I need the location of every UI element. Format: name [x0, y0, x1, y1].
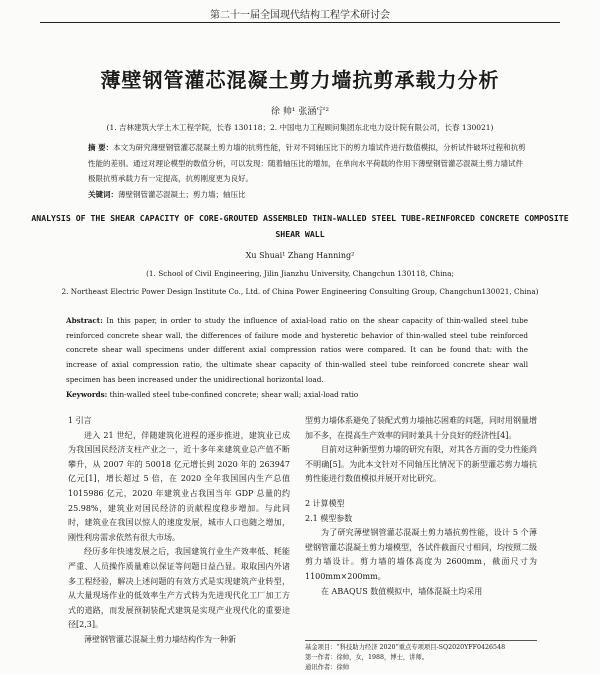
subsection-heading-2-1: 2.1 模型参数: [305, 513, 353, 523]
authors-cn: 徐 帅¹ 张涵宁²: [271, 107, 329, 117]
paragraph: 型剪力墙体系避免了装配式剪力墙抽芯困难的问题，同时用钢量增加不多，在提高生产效率的同时兼具十分良好的经济性[4]。: [305, 416, 537, 440]
abstract-cn-text: 本文为研究薄壁钢管灌芯混凝土剪力墙的抗剪性能，针对不同轴压比下的剪力墙试件进行数值模拟，分析试件破坏过程和抗剪性能的差别。通过对理论模型的数值分析，可以发现：随着轴压比的增加，在单向水平荷载的作用下薄壁钢管灌芯混凝土剪力墙试件极限抗剪承载力有一定提高，抗剪刚度更为良好。: [88, 143, 526, 183]
body-right-column: [305, 414, 537, 599]
affiliations-cn: (1. 吉林建筑大学土木工程学院，长春 130118；2. 中国电力工程顾问集团东北电力设计院有限公司，长春 130021): [106, 123, 494, 132]
footnote-fund: 基金项目：“科技助力经济 2020”重点专项项目-SQ2020YFF0426548: [305, 644, 506, 651]
abstract-en: [66, 314, 528, 402]
keywords-cn: 薄壁钢管灌芯混凝土；剪力墙；轴压比: [118, 189, 246, 199]
paper-title-cn: 薄壁钢管灌芯混凝土剪力墙抗剪承载力分析: [100, 68, 500, 92]
abstract-en-label: Abstract:: [66, 316, 103, 325]
paragraph: 经历多年快速发展之后，我国建筑行业生产效率低、耗能严重、人员操作质量难以保证等问题日益凸显。取取国内外诸多工程经验，解决上述问题的有效方式是实现建筑产业转型，从大量现场作业的低效率生产方式转为先进现代化工厂加工方式的道路，而发展预制装配式建筑是实现产业现代化的重要途径[2,3]。: [68, 547, 290, 630]
section-heading-2: 2 计算模型: [305, 498, 345, 508]
conference-header: 第二十一届全国现代结构工程学术研讨会: [210, 10, 390, 21]
authors-en: Xu Shuai¹ Zhang Hanning²: [245, 251, 355, 260]
body-left-column: [68, 414, 290, 648]
abstract-en-text: In this paper, in order to study the influence of axial-load ratio on the shear capacity of thin-walled steel tube reinforced concrete shear wall, the differences of failure mode and hysteretic behavior of thin-walled steel tube reinforced concrete shear wall specimens under different axial compression ratios were compared. It can be found that: with the increase of axial compression ratio, the ultimate shear capacity of thin-walled steel tube reinforced concrete shear wall specimen has been increased under the unidirectional horizontal load.: [66, 316, 528, 384]
footnote: [305, 640, 537, 673]
affiliation-en-2: 2. Northeast Electric Power Design Institute Co., Ltd. of China Power Engineering Consulting Group, Changchun130021, China): [61, 287, 539, 296]
abstract-cn-label: 摘 要：: [88, 143, 114, 152]
keywords-cn-label: 关键词：: [88, 189, 118, 199]
header-rule: [40, 22, 560, 23]
abstract-cn: [88, 140, 528, 202]
paper-title-en: ANALYSIS OF THE SHEAR CAPACITY OF CORE-GROUTED ASSEMBLED THIN-WALLED STEEL TUBE-REINFORCED CONCRETE COMPOSITE SHEAR WALL: [31, 213, 569, 239]
paragraph: 进入 21 世纪，伴随建筑化进程的逐步推进，建筑业已成为我国国民经济支柱产业之一，近十多年来建筑业总产值不断攀升，从 2007 年的 50018 亿元增长到 2020 年的 263947 亿元[1]，增长超过 5 倍，在 2020 全年我国国内生产总值 1015986 亿元，2020 年建筑业占我国当年 GDP 总量的约 25.98%，建筑业对国民经济的贡献程度稳步增加。与此同时，建筑业在我国以惊人的速度发展，城市人口也随之增加，刚性利房需求依然有很大市场。: [68, 430, 290, 542]
paragraph: 在 ABAQUS 数值模拟中，墙体混凝土均采用: [321, 586, 483, 596]
keywords-en-label: Keywords:: [66, 389, 108, 399]
paragraph: 目前对这种新型剪力墙的研究有限，对其各方面的受力性能尚不明确[5]。为此本文针对不同轴压比情况下的新型灌芯剪力墙抗剪性能进行数值模拟并展开对比研究。: [305, 445, 537, 484]
footnote-contact: 通讯作者：徐帅: [305, 664, 350, 671]
paragraph: 薄壁钢管灌芯混凝土剪力墙结构作为一种新: [84, 634, 236, 644]
footnote-author: 第一作者：徐帅，女，1988，博士，讲师。: [305, 654, 429, 661]
section-heading-1: 1 引言: [68, 416, 92, 425]
affiliation-en-1: (1. School of Civil Engineering, Jilin Jianzhu University, Changchun 130118, China;: [146, 269, 454, 278]
keywords-en: thin-walled steel tube-confined concrete; shear wall; axial-load ratio: [107, 389, 359, 399]
paragraph: 为了研究薄壁钢管灌芯混凝土剪力墙抗剪性能，设计 5 个薄壁钢管灌芯混凝土剪力墙模型，各试件截面尺寸相同，均按照二级剪力墙设计。剪力墙的墙体高度为 2600mm，截面尺寸为 1100mm×200mm。: [305, 528, 537, 581]
